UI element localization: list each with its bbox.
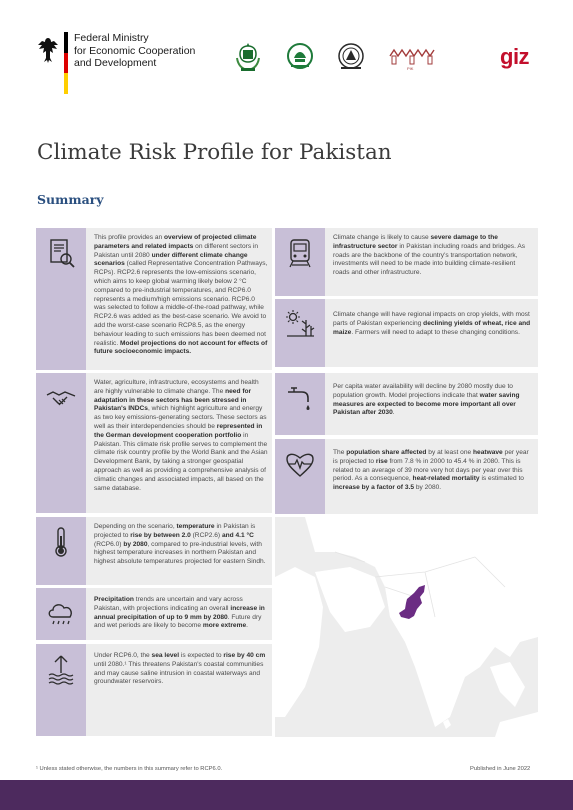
card-text [333, 383, 532, 418]
heart-pulse-icon [284, 448, 316, 480]
card-health [275, 439, 538, 514]
rain-cloud-icon [45, 597, 77, 629]
card-text-emphasis: sea level [151, 652, 180, 659]
kp-emblem-logo [336, 40, 366, 74]
page-title: Climate Risk Profile for Pakistan [37, 140, 392, 165]
card-text-emphasis: declining yields of wheat, rice and maize [333, 319, 531, 336]
handshake-icon [45, 382, 77, 414]
pik-logo [388, 46, 436, 72]
map-landmass-sea-asia [490, 662, 525, 707]
card-text-emphasis: by 2080 [123, 540, 148, 548]
svg-text:PIK: PIK [407, 66, 414, 71]
pakistan-location-map [275, 517, 538, 737]
federal-eagle-logo [36, 36, 60, 64]
card-text-segment: (RCP6.0) [94, 540, 124, 548]
card-text-segment: Per capita water availability will decline by 2080 mostly due to population growth. Model projections indicate that [333, 383, 513, 399]
card-text [94, 523, 268, 567]
punjab-emblem-logo [285, 40, 315, 74]
card-text-emphasis: overview of projected climate parameters and related impacts [94, 234, 257, 250]
card-text-segment: in Pakistan is projected to [94, 523, 256, 539]
card-text [94, 234, 268, 357]
report-search-icon [45, 237, 77, 269]
card-text-emphasis: more extreme [202, 622, 247, 630]
card-text-emphasis: population share affected [346, 449, 427, 456]
card-text-emphasis: represented in the German development cooperation portfolio [94, 422, 263, 439]
card-text-emphasis: increase by a factor of 3.5 [333, 484, 414, 492]
card-text-segment: . Farmers will need to adapt to these changing conditions. [351, 328, 520, 336]
card-text-emphasis: and 4.1 °C [221, 531, 254, 539]
card-text-segment: in Pakistan. This climate risk profile serves to complement the climate risk country profile by the World Bank and the Asian Development Bank, by taking a stronger geospatial approach as well as providing a comprehensive analysis of climatic changes and associated impacts, all based on the same database. [94, 431, 268, 492]
card-text-emphasis: rise [375, 457, 388, 465]
giz-logo: giz [500, 44, 530, 69]
card-infrastructure [275, 228, 538, 296]
water-tap-icon [284, 382, 316, 414]
card-text-segment: (called Representative Concentration Pathways, RCPs). RCP2.6 represents the low-emissions scenario, which aims to keep global warming likely below 2 °C compared to pre-industrial temperatures, and RCP6.0 represents a medium/high emissions scenario. RCP6.0 was selected to follow a middle-of-the-road pathway, while RCP2.6 was added as the best-case scenario. We avoid to add the worst-case scenario RCP8.5, as the energy behaviour leading to such emissions has been deemed not realistic. [94, 260, 268, 347]
card-text-segment: Climate change is likely to cause [333, 234, 431, 241]
card-text-segment: by at least one [426, 449, 474, 456]
ministry-name: Federal Ministry for Economic Cooperation and Development [74, 32, 196, 69]
card-text-emphasis: temperature [176, 523, 215, 530]
section-heading: Summary [37, 192, 104, 207]
card-text-segment: (RCP2.6) [190, 531, 222, 539]
card-agriculture [275, 299, 538, 367]
card-text [333, 234, 532, 278]
card-text-emphasis: Precipitation [94, 596, 134, 603]
thermometer-icon [45, 526, 77, 558]
card-text-segment: on different sectors in Pakistan until 2080 [94, 242, 259, 259]
card-text-segment: is estimated to [479, 475, 524, 483]
card-text-segment: is expected to [179, 652, 224, 659]
card-text-segment: . [392, 409, 395, 417]
crops-sun-icon [284, 308, 316, 340]
card-text-segment: Water, agriculture, infrastructure, ecosystems and health are highly vulnerable to climate change. The [94, 379, 259, 395]
card-text-emphasis: rise by 40 cm [223, 652, 266, 659]
card-text-segment: Depending on the scenario, [94, 523, 177, 530]
card-text-emphasis: heatwave [473, 449, 503, 456]
footnote: ¹ Unless stated otherwise, the numbers in this summary refer to RCP6.0. [36, 766, 223, 772]
card-precipitation [36, 588, 272, 640]
card-water [275, 373, 538, 435]
card-text-emphasis: water saving measures are expected to become more important all over Pakistan after 2030 [333, 391, 520, 417]
publication-date: Published in June 2022 [470, 766, 531, 772]
card-text [333, 311, 532, 337]
card-text-segment: per year is projected to [333, 449, 529, 465]
map-landmass-arabia [315, 567, 385, 632]
card-text-segment: from 7.8 % in 2000 to 45.4 % in 2080. This is related to an average of 39 more very hot days per year over this period. As a consequence, [333, 457, 523, 483]
card-text-emphasis: Model projections do not account for effects of future socioeconomic impacts. [94, 339, 268, 356]
card-text-segment: This profile provides an [94, 234, 165, 241]
card-overview [36, 228, 272, 370]
card-text-segment: trends are uncertain and vary across Pakistan, with projections indicating an overall [94, 596, 243, 612]
card-text-segment: The [333, 449, 347, 456]
card-text-segment: . [246, 622, 248, 630]
card-text-segment: Under RCP6.0, the [94, 652, 152, 659]
map-landmass-indonesia [495, 712, 538, 737]
card-text-segment: , compared to pre-industrial levels, with highest temperature increases in northern Pakistan and highest absolute temperatures projected for eastern Sindh. [94, 540, 266, 566]
german-flag-stripe [64, 32, 68, 94]
card-text-segment: , which highlight agriculture and energy as two key emissions-generating sectors. These sectors as well as their interdependencies should be [94, 405, 267, 430]
card-text-segment: by 2080. [414, 484, 442, 492]
card-text [94, 652, 268, 687]
card-text-emphasis: need for adaptation in these sectors has been stressed in Pakistan's INDCs [94, 387, 252, 413]
card-text [94, 379, 268, 493]
sea-level-icon [45, 653, 77, 685]
card-text-emphasis: under different climate change scenarios [94, 251, 248, 268]
pakistan-emblem-logo [233, 40, 263, 74]
card-text-segment: until 2080.¹ This threatens Pakistan's coastal communities and may cause saline intrusion in coastal waterways and groundwater reservoirs. [94, 660, 264, 686]
card-sea-level [36, 644, 272, 736]
card-text-emphasis: rise by between 2.0 [130, 531, 191, 539]
card-text-segment: . Future dry and wet periods are likely to become [94, 613, 262, 630]
card-text [333, 449, 532, 493]
card-text-emphasis: heat-related mortality [412, 475, 480, 483]
card-text-segment: Climate change will have regional impacts on crop yields, with most parts of Pakistan experiencing [333, 311, 530, 327]
card-text-emphasis: severe damage to the infrastructure sector [333, 234, 498, 250]
card-text [94, 596, 268, 631]
card-text-segment: in Pakistan including roads and bridges. As roads are the backbone of the country's transportation network, investments will need to be made into building climate-resilient roads and other infrastructure. [333, 242, 526, 277]
card-sectors [36, 373, 272, 513]
card-text-emphasis: increase in annual precipitation of up to 9 mm by 2080 [94, 604, 265, 621]
train-icon [284, 237, 316, 269]
map-landmass-africa [275, 567, 323, 717]
footer-bar [0, 780, 573, 810]
card-temperature [36, 517, 272, 585]
